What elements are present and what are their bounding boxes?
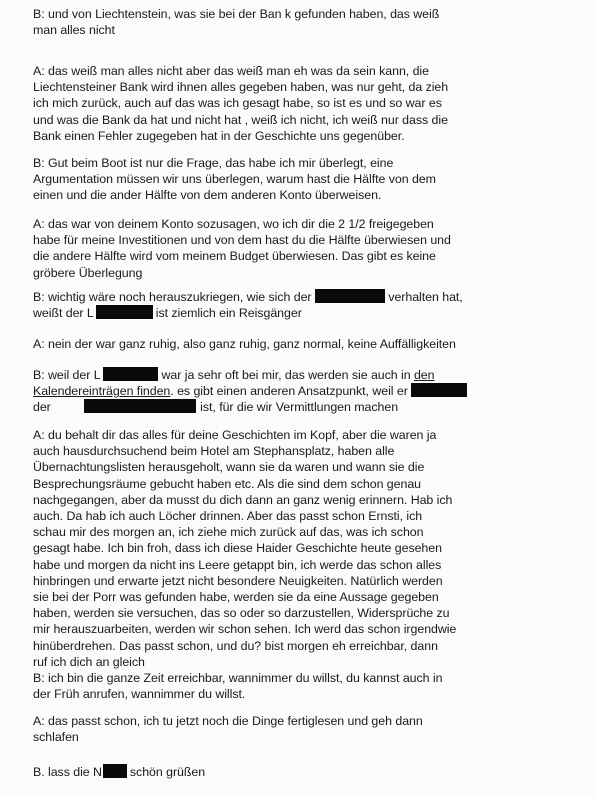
- text-line: hinbringen und erwarte jetzt nicht besondere Neuigkeiten. Natürlich werden: [33, 573, 443, 588]
- transcript-paragraph: [33, 216, 573, 281]
- text-line: A: das war von deinem Konto sozusagen, wo ich dir die 2 1/2 freigegeben: [33, 217, 434, 231]
- text-line: sie bei der Porr was gefunden habe, werden sie da eine Aussage gegeben: [33, 590, 439, 605]
- text-line: Übernachtungslisten herausgeholt, wann sie da waren und wann sie die: [33, 460, 425, 475]
- transcript-paragraph: [33, 713, 573, 745]
- text-line: nachgegangen, aber da musst du dich dann an ganz wenig erinnern. Hab ich: [33, 492, 453, 507]
- text-line: gröbere Überlegung: [33, 265, 143, 280]
- text-line: Argumentation müssen wir uns überlegen, warum hast die Hälfte von dem: [33, 172, 436, 187]
- text-line: habe für meine Investitionen und von dem hast du die Hälfte überwiesen und: [33, 233, 451, 248]
- text-line: schlafen: [33, 730, 79, 745]
- text-line: mir herauszuarbeiten, werden wir schon sehen. Ich werd das schon irgendwie: [33, 622, 457, 637]
- transcript-paragraph: [33, 670, 573, 702]
- text-line: A: das passt schon, ich tu jetzt noch die Dinge fertiglesen und geh dann: [33, 714, 423, 728]
- redaction-bar: [84, 399, 196, 413]
- text-line: A: das weiß man alles nicht aber das weiß man eh was da sein kann, die: [33, 64, 429, 78]
- text-line: B: Gut beim Boot ist nur die Frage, das habe ich mir überlegt, eine: [33, 156, 394, 170]
- transcript-paragraph: [33, 289, 573, 321]
- text-line: ich mich zurück, auch auf das was ich gesagt habe, so ist es und so war es: [33, 96, 442, 111]
- text-segment: Kalendereinträgen finden: [33, 384, 171, 399]
- text-segment: der: [33, 400, 51, 415]
- text-line: [33, 383, 573, 399]
- text-segment: war ja sehr oft bei mir, das werden sie auch in: [161, 368, 414, 382]
- transcript-paragraph: [33, 764, 573, 780]
- text-line: [33, 305, 573, 321]
- text-line: A: nein der war ganz ruhig, also ganz ruhig, ganz normal, keine Auffälligkeiten: [33, 337, 456, 351]
- transcript-paragraph: [33, 155, 573, 204]
- text-segment: B. lass die N: [33, 765, 102, 779]
- text-line: A: du behalt dir das alles für deine Geschichten im Kopf, aber die waren ja: [33, 428, 437, 442]
- transcript-paragraph: [33, 63, 573, 144]
- text-segment: B: weil der L: [33, 368, 101, 382]
- transcript-paragraph: [33, 427, 573, 670]
- transcript-paragraph: [33, 6, 573, 38]
- text-line: auch. Da hab ich auch Löcher drinnen. Aber das passt schon Ernsti, ich: [33, 509, 423, 524]
- text-line: [33, 367, 573, 383]
- text-line: der Früh anrufen, wannimmer du willst.: [33, 687, 246, 702]
- text-line: Besprechungsräume gebucht haben etc. Als die sind dem schon genau: [33, 476, 422, 491]
- redaction-bar: [96, 305, 153, 319]
- text-line: und was die Bank da hat und nicht hat , weiß ich nicht, ich weiß nur dass die: [33, 112, 448, 127]
- text-line: auch hausdurchsuchend beim Hotel am Stephansplatz, haben alle: [33, 444, 395, 459]
- text-line: Liechtensteiner Bank wird ihnen alles gegeben haben, was nur geht, da zieh: [33, 80, 449, 95]
- text-segment: B: wichtig wäre noch herauszukriegen, wie sich der: [33, 290, 312, 304]
- text-line: [33, 399, 573, 415]
- text-line: Bank einen Fehler zugegeben hat in der Geschichte uns gegenüber.: [33, 128, 405, 143]
- text-segment: weißt der L: [33, 306, 94, 321]
- text-line: ruf ich dich an gleich: [33, 654, 145, 669]
- text-segment: ist, für die wir Vermittlungen machen: [200, 400, 399, 415]
- text-line: B: ich bin die ganze Zeit erreichbar, wannimmer du willst, du kannst auch in: [33, 671, 443, 685]
- text-line: gesagt habe. Ich bin froh, dass ich diese Haider Geschichte heute gesehen: [33, 541, 442, 556]
- text-segment: verhalten hat,: [388, 290, 463, 304]
- text-segment: . es gibt einen anderen Ansatzpunkt, weil er: [170, 384, 408, 399]
- redaction-bar: [315, 289, 385, 303]
- text-line: man alles nicht: [33, 23, 115, 38]
- text-segment: ist ziemlich ein Reisgänger: [155, 306, 302, 321]
- redaction-bar: [103, 764, 127, 778]
- text-line: haben, werden sie versuchen, das so oder so darzustellen, Widersprüche zu: [33, 606, 450, 621]
- text-line: einen und die ander Hälfte von dem anderen Konto überweisen.: [33, 188, 382, 203]
- text-line: [33, 289, 573, 305]
- text-line: [33, 764, 573, 780]
- text-line: schau mir des morgen an, ich ziehe mich zurück auf das, was ich schon: [33, 525, 424, 540]
- transcript-paragraph: [33, 367, 573, 416]
- text-line: die andere Hälfte wird vom meinem Budget überwiesen. Das gibt es keine: [33, 249, 436, 264]
- text-segment: schön grüßen: [129, 765, 206, 779]
- text-line: habe und morgen da nicht ins Leere getappt bin, ich werde das schon alles: [33, 557, 442, 572]
- text-line: hinüberdrehen. Das passt schon, und du? bist morgen eh erreichbar, dann: [33, 638, 438, 653]
- transcript-paragraph: [33, 336, 573, 352]
- redaction-bar: [411, 383, 467, 397]
- redaction-bar: [103, 367, 158, 381]
- text-line: B: und von Liechtenstein, was sie bei der Ban k gefunden haben, das weiß: [33, 7, 440, 21]
- text-segment: den: [413, 368, 435, 382]
